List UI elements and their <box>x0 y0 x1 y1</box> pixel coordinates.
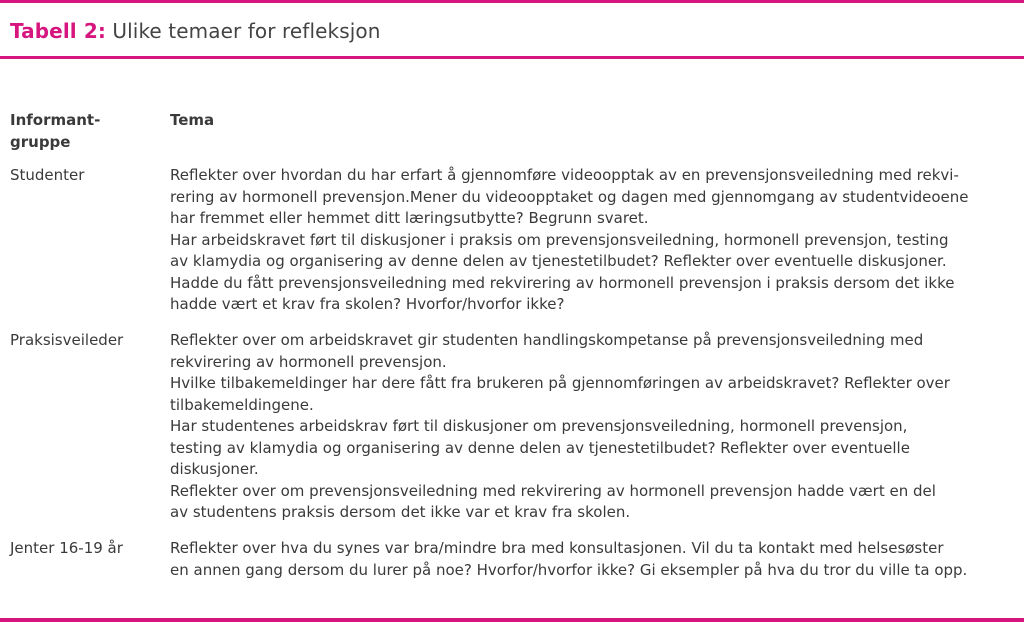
table-title: Ulike temaer for refleksjon <box>112 19 381 43</box>
column-header-line: Informant- <box>10 111 101 129</box>
theme-text-line: Har studentenes arbeidskrav ført til diskusjoner om prevensjonsveiledning, hormonell prevensjon, <box>170 417 908 435</box>
column-header-informant-group <box>10 109 150 153</box>
theme-text-line: hadde vært et krav fra skolen? Hvorfor/hvorfor ikke? <box>170 295 565 313</box>
theme-text-line: av studentens praksis dersom det ikke var et krav fra skolen. <box>170 503 631 521</box>
top-rule <box>0 0 1024 3</box>
theme-text-line: rering av hormonell prevensjon.Mener du videoopptaket og dagen med gjennomgang av studentvideoene <box>170 187 969 206</box>
column-header-line: gruppe <box>10 133 71 151</box>
theme-text-line: tilbakemeldingene. <box>170 395 314 414</box>
theme-text-line: rekvirering av hormonell prevensjon. <box>170 352 447 371</box>
row-theme-studenter <box>170 165 1020 316</box>
theme-text-line: Hvilke tilbakemeldinger har dere fått fra brukeren på gjennomføringen av arbeidskravet? Reflekter over <box>170 374 950 392</box>
bottom-rule <box>0 618 1024 622</box>
theme-text-line: Reflekter over hva du synes var bra/mindre bra med konsultasjonen. Vil du ta kontakt med helsesøster <box>170 539 944 557</box>
theme-text-line: Reflekter over hvordan du har erfart å gjennomføre videoopptak av en prevensjonsveiledning med rekvi- <box>170 166 959 184</box>
theme-text-line: Reflekter over om prevensjonsveiledning med rekvirering av hormonell prevensjon hadde vært en del <box>170 481 936 500</box>
row-group-jenter: Jenter 16-19 år <box>10 539 123 557</box>
theme-text-line: har fremmet eller hemmet ditt læringsutbytte? Begrunn svaret. <box>170 209 649 227</box>
theme-text-line: av klamydia og organisering av denne delen av tjenestetilbudet? Reflekter over eventuelle diskusjoner. <box>170 252 947 270</box>
theme-text-line: en annen gang dersom du lurer på noe? Hvorfor/hvorfor ikke? Gi eksempler på hva du tror du ville ta opp. <box>170 560 968 579</box>
theme-text-line: Har arbeidskravet ført til diskusjoner i praksis om prevensjonsveiledning, hormonell prevensjon, testing <box>170 230 949 249</box>
header-rule <box>0 56 1024 59</box>
theme-text-line: testing av klamydia og organisering av denne delen av tjenestetilbudet? Reflekter over eventuelle <box>170 438 910 457</box>
table-caption <box>10 17 380 45</box>
column-header-theme: Tema <box>170 111 215 129</box>
table-label: Tabell 2: <box>10 19 106 43</box>
theme-text-line: Reflekter over om arbeidskravet gir studenten handlingskompetanse på prevensjonsveiledning med <box>170 331 924 349</box>
row-group-studenter: Studenter <box>10 166 85 184</box>
theme-text-line: diskusjoner. <box>170 460 259 478</box>
theme-text-line: Hadde du fått prevensjonsveiledning med rekvirering av hormonell prevensjon i praksis dersom det ikke <box>170 273 955 292</box>
row-theme-praksisveileder <box>170 330 1020 524</box>
row-group-praksisveileder: Praksisveileder <box>10 331 124 349</box>
row-theme-jenter <box>170 538 1020 581</box>
